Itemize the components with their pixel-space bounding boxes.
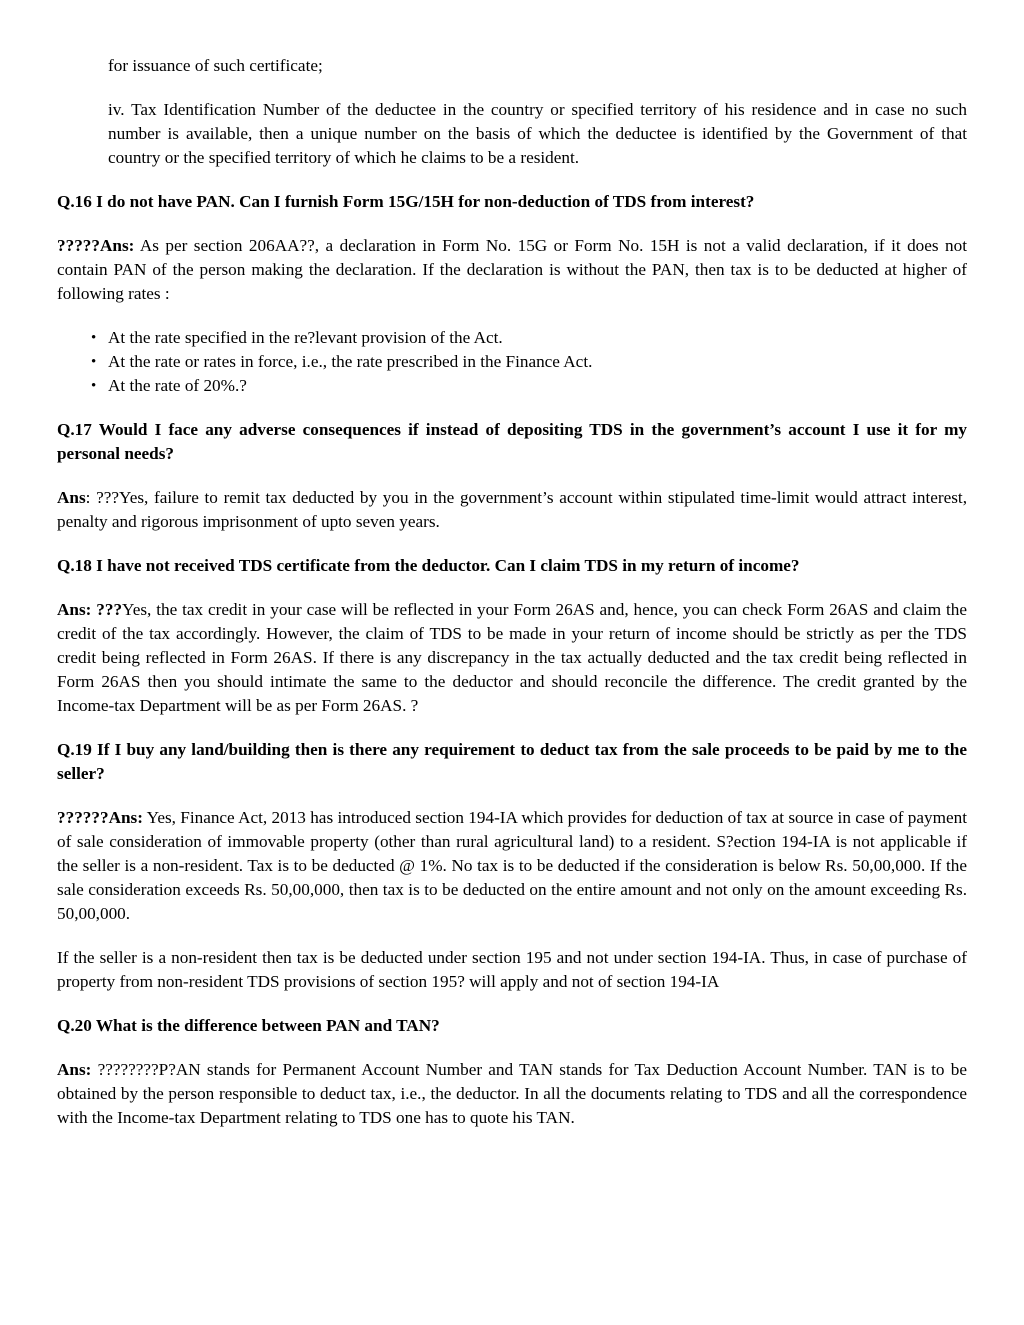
q17-question: Q.17 Would I face any adverse consequences if instead of depositing TDS in the government’s account I use it for my personal needs? <box>57 420 967 463</box>
q20-question: Q.20 What is the difference between PAN and TAN? <box>57 1016 440 1035</box>
q19-answer-label: ??????Ans: <box>57 808 143 827</box>
item-iv-paragraph: iv. Tax Identification Number of the deductee in the country or specified territory of his residence and in case no such number is available, then a unique number on the basis of which the deductee is identified by the Government of that country or the specified territory of which he claims to be a resident. <box>108 100 967 167</box>
list-item <box>91 374 967 398</box>
q18-answer-label: Ans: ??? <box>57 600 123 619</box>
q18-answer-text: Yes, the tax credit in your case will be reflected in your Form 26AS and, hence, you can check Form 26AS and claim the credit of the tax accordingly. However, the claim of TDS to be made in your return of income should be strictly as per the TDS credit being reflected in Form 26AS. If there is any discrepancy in the tax actually deducted and the tax credit being reflected in Form 26AS then you should intimate the same to the deductor and should reconcile the difference. The credit granted by the Income-tax Department will be as per Form 26AS. ? <box>57 600 967 715</box>
list-item-text: At the rate or rates in force, i.e., the rate prescribed in the Finance Act. <box>108 352 593 371</box>
list-item <box>91 326 967 350</box>
q20-answer-text: ????????P?AN stands for Permanent Account Number and TAN stands for Tax Deduction Account Number. TAN is to be obtained by the person responsible to deduct tax, i.e., the deductor. In all the documents relating to TDS and all the correspondence with the Income-tax Department relating to TDS one has to quote his TAN. <box>57 1060 967 1127</box>
list-item <box>91 350 967 374</box>
q19-answer-text: Yes, Finance Act, 2013 has introduced section 194-IA which provides for deduction of tax at source in case of payment of sale consideration of immovable property (other than rural agricultural land) to a resident. S?ection 194-IA is not applicable if the seller is a non-resident. Tax is to be deducted @ 1%. No tax is to be deducted if the consideration is below Rs. 50,00,000. If the sale consideration exceeds Rs. 50,00,000, then tax is to be deducted on the entire amount and not only on the amount exceeding Rs. 50,00,000. <box>57 808 967 923</box>
bullet-icon: • <box>91 330 97 346</box>
q17-answer <box>57 486 967 534</box>
q18-answer <box>57 598 967 718</box>
q19-answer-paragraph-2: If the seller is a non-resident then tax is be deducted under section 195 and not under section 194-IA. Thus, in case of purchase of property from non-resident TDS provisions of section 195? will apply and not of section 194-IA <box>57 948 967 991</box>
q19-question: Q.19 If I buy any land/building then is there any requirement to deduct tax from the sale proceeds to be paid by me to the seller? <box>57 740 967 783</box>
q17-answer-text: : ???Yes, failure to remit tax deducted by you in the government’s account within stipulated time-limit would attract interest, penalty and rigorous imprisonment of upto seven years. <box>57 488 967 531</box>
q16-answer-text: As per section 206AA??, a declaration in Form No. 15G or Form No. 15H is not a valid declaration, if it does not contain PAN of the person making the declaration. If the declaration is without the PAN, then tax is to be deducted at higher of following rates : <box>57 236 967 303</box>
q16-question: Q.16 I do not have PAN. Can I furnish Form 15G/15H for non-deduction of TDS from interest? <box>57 192 755 211</box>
q20-answer-label: Ans: <box>57 1060 92 1079</box>
list-item-text: At the rate of 20%.? <box>108 376 247 395</box>
document-page <box>57 54 967 1130</box>
q20-answer <box>57 1058 967 1130</box>
q19-answer <box>57 806 967 926</box>
continuation-line: for issuance of such certificate; <box>108 56 323 75</box>
q16-answer <box>57 234 967 306</box>
bullet-icon: • <box>91 354 97 370</box>
bullet-icon: • <box>91 378 97 394</box>
q16-rate-list <box>57 326 967 398</box>
list-item-text: At the rate specified in the re?levant provision of the Act. <box>108 328 503 347</box>
q17-answer-label: Ans <box>57 488 86 507</box>
q18-question: Q.18 I have not received TDS certificate from the deductor. Can I claim TDS in my return of income? <box>57 556 800 575</box>
q16-answer-label: ?????Ans: <box>57 236 135 255</box>
